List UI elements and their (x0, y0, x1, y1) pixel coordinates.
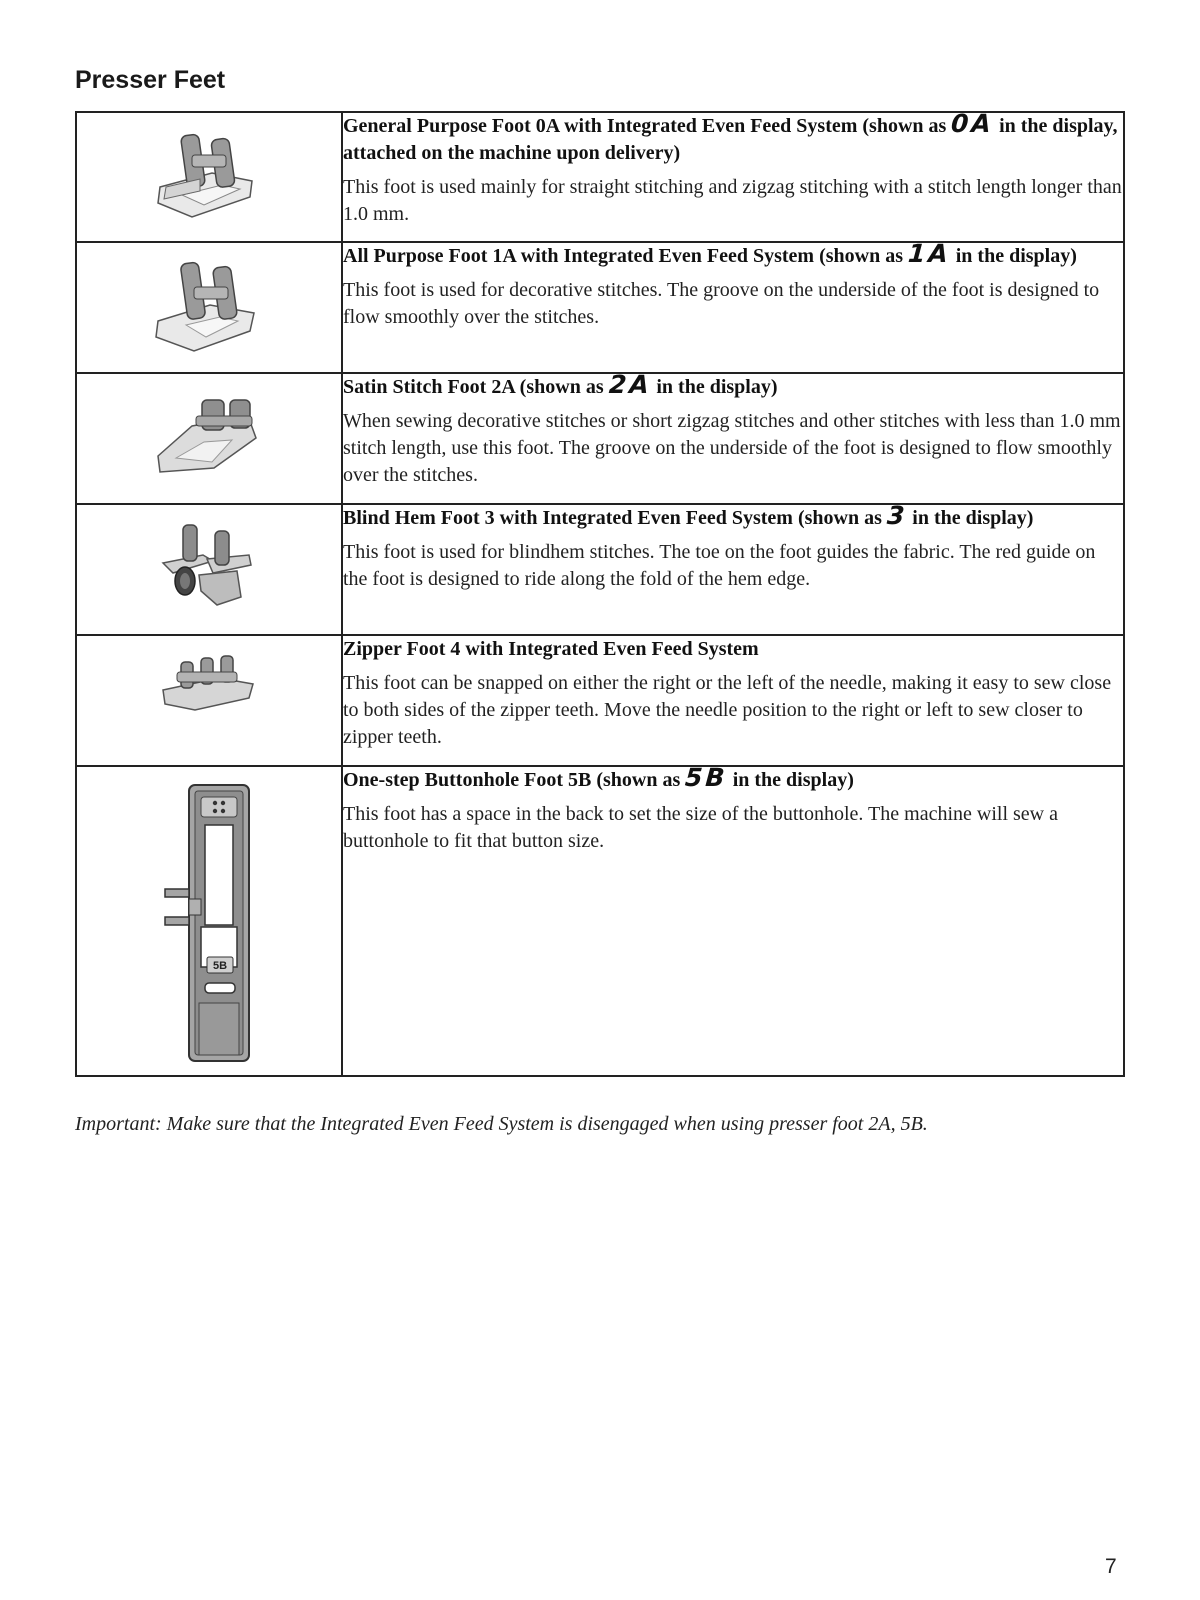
important-note: Important: Make sure that the Integrated Even Feed System is disengaged when using presser foot 2A, 5B. (75, 1113, 928, 1135)
foot-image-cell (76, 635, 342, 766)
display-code: 0A (950, 109, 996, 138)
foot-text-cell (342, 109, 1124, 242)
foot-description: This foot is used for blindhem stitches. The toe on the foot guides the fabric. The red guide on the foot is designed to ride along the fold of the hem edge. (343, 541, 1096, 590)
foot-description: When sewing decorative stitches or short zigzag stitches and other stitches with less than 1.0 mm stitch length, use this foot. The groove on the underside of the foot is designed to flow smoothly over the stitches. (343, 410, 1121, 486)
foot-text-cell (342, 370, 1124, 504)
foot-label: 5B (212, 960, 228, 972)
blind-hem-foot-illustration (157, 519, 257, 615)
general-purpose-foot-illustration (152, 125, 262, 225)
satin-stitch-foot-illustration (152, 386, 262, 486)
foot-text-cell (342, 635, 1124, 766)
display-code: 2A (607, 370, 653, 399)
page-number: 7 (1105, 1555, 1117, 1578)
table-row (76, 504, 1124, 635)
table-row (76, 373, 1124, 504)
foot-description: This foot has a space in the back to set the size of the buttonhole. The machine will sew a buttonhole to fit that button size. (343, 803, 1058, 852)
foot-title: General Purpose Foot 0A with Integrated Even Feed System (shown as 0A in the display, attached on the machine upon delivery) (343, 109, 1118, 164)
presser-feet-table (75, 111, 1125, 1077)
display-code: 1A (907, 239, 952, 268)
table-row (76, 635, 1124, 766)
foot-text-cell (342, 501, 1124, 635)
foot-title: All Purpose Foot 1A with Integrated Even Feed System (shown as 1A in the display) (343, 239, 1077, 268)
foot-title: One-step Buttonhole Foot 5B (shown as 5B in the display) (343, 763, 854, 792)
foot-title: Blind Hem Foot 3 with Integrated Even Feed System (shown as 3 in the display) (343, 501, 1034, 530)
foot-description: This foot is used mainly for straight stitching and zigzag stitching with a stitch length longer than 1.0 mm. (343, 176, 1122, 225)
foot-title: Zipper Foot 4 with Integrated Even Feed System (343, 638, 759, 660)
buttonhole-foot-illustration (163, 777, 263, 1067)
foot-image-cell (76, 242, 342, 373)
foot-text-cell (342, 763, 1124, 1076)
zipper-foot-illustration (159, 648, 259, 718)
display-code: 3 (885, 501, 909, 530)
table-row (76, 242, 1124, 373)
foot-description: This foot can be snapped on either the right or the left of the needle, making it easy to sew close to both sides of the zipper teeth. Move the needle position to the right or left to sew closer to zipper teeth. (343, 672, 1112, 748)
table-row (76, 112, 1124, 242)
foot-image-cell (76, 112, 342, 242)
foot-image-cell (76, 766, 342, 1076)
all-purpose-foot-illustration (152, 255, 262, 355)
foot-title: Satin Stitch Foot 2A (shown as 2A in the display) (343, 370, 778, 399)
foot-image-cell (76, 373, 342, 504)
foot-description: This foot is used for decorative stitches. The groove on the underside of the foot is designed to flow smoothly over the stitches. (343, 279, 1100, 328)
foot-image-cell (76, 504, 342, 635)
display-code: 5B (684, 763, 729, 792)
table-row (76, 766, 1124, 1076)
page-title: Presser Feet (75, 66, 226, 94)
foot-text-cell (342, 239, 1124, 373)
